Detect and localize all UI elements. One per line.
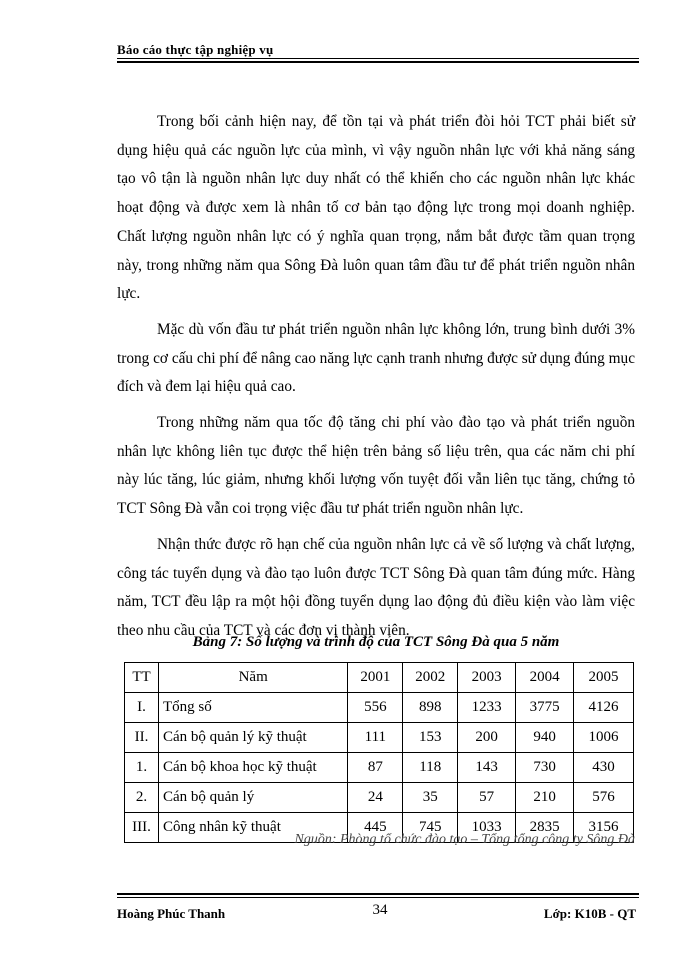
table-cell: 24 xyxy=(348,783,403,813)
table-cell: 940 xyxy=(516,723,574,753)
table-cell: 430 xyxy=(574,753,634,783)
table-cell: 87 xyxy=(348,753,403,783)
table-cell: 3156 xyxy=(574,813,634,843)
table-row xyxy=(125,693,634,723)
paragraph-3: Trong những năm qua tốc độ tăng chi phí vào đào tạo và phát triển nguồn nhân lực không liên tục được thể hiện trên bảng số liệu trên, qua các năm chi phí này lúc tăng, lúc giảm, nhưng khối lượng vốn tuyệt đối vẫn liên tục tăng, chứng tỏ TCT Sông Đà vẫn coi trọng việc đầu tư phát triển nguồn nhân lực. xyxy=(117,414,635,518)
table-caption: Bảng 7: Số lượng và trình độ của TCT Sông Đà qua 5 năm xyxy=(192,634,560,650)
table-source-note: Nguồn: Phòng tổ chức đào tạo – Tổng tổng công ty Sông Đà xyxy=(294,832,635,847)
table-cell: 143 xyxy=(458,753,516,783)
header-rule-thick xyxy=(117,61,639,63)
table-cell: Cán bộ quản lý kỹ thuật xyxy=(158,723,347,753)
table-row xyxy=(125,753,634,783)
header-cell-2004: 2004 xyxy=(516,663,574,693)
table-cell: 3775 xyxy=(516,693,574,723)
table-cell: Cán bộ quản lý xyxy=(158,783,347,813)
footer-rule xyxy=(117,897,639,898)
header-cell-2005: 2005 xyxy=(574,663,634,693)
table-row xyxy=(125,723,634,753)
page-header-title: Báo cáo thực tập nghiệp vụ xyxy=(117,42,274,57)
table-row xyxy=(125,783,634,813)
footer-rule-thick xyxy=(117,893,639,895)
table-cell: 1. xyxy=(125,753,159,783)
table-cell: 2. xyxy=(125,783,159,813)
header-cell-2003: 2003 xyxy=(458,663,516,693)
header-cell-2002: 2002 xyxy=(403,663,458,693)
table-cell: 556 xyxy=(348,693,403,723)
table-header-row xyxy=(125,663,634,693)
header-cell-tt: TT xyxy=(125,663,159,693)
table-cell: Cán bộ khoa học kỹ thuật xyxy=(158,753,347,783)
paragraph-4: Nhận thức được rõ hạn chế của nguồn nhân lực cả về số lượng và chất lượng, công tác tuyển dụng và đào tạo luôn được TCT Sông Đà quan tâm đúng mức. Hàng năm, TCT đều lập ra một hội đồng tuyển dụng lao động đủ điều kiện vào làm việc theo nhu cầu của TCT và các đơn vị thành viên. xyxy=(117,535,635,639)
header-cell-2001: 2001 xyxy=(348,663,403,693)
table-cell: 153 xyxy=(403,723,458,753)
table-cell: Tổng số xyxy=(158,693,347,723)
header-rule xyxy=(117,58,639,59)
paragraph-2: Mặc dù vốn đầu tư phát triển nguồn nhân lực không lớn, trung bình dưới 3% trong cơ cấu chi phí để nâng cao năng lực cạnh tranh nhưng được sử dụng đúng mục đích và đem lại hiệu quả cao. xyxy=(117,320,635,396)
table-cell: 210 xyxy=(516,783,574,813)
table-cell: 200 xyxy=(458,723,516,753)
table-cell: 2835 xyxy=(516,813,574,843)
table-cell: Công nhân kỹ thuật xyxy=(158,813,347,843)
table-cell: 57 xyxy=(458,783,516,813)
table-cell: 4126 xyxy=(574,693,634,723)
table-cell: 35 xyxy=(403,783,458,813)
paragraph-1: Trong bối cảnh hiện nay, để tồn tại và phát triển đòi hỏi TCT phải biết sử dụng hiệu quả các nguồn lực của mình, vì vậy nguồn nhân lực với khả năng sáng tạo vô tận là nguồn nhân lực duy nhất có thể khiến cho các nguồn nhân lực khác hoạt động và được xem là nhân tố cơ bản tạo động lực trong mọi doanh nghiệp. Chất lượng nguồn nhân lực có ý nghĩa quan trọng, nắm bắt được tầm quan trọng này, trong những năm qua Sông Đà luôn quan tâm đầu tư để phát triển nguồn nhân lực. xyxy=(117,113,635,303)
table-cell: 898 xyxy=(403,693,458,723)
table-cell: III. xyxy=(125,813,159,843)
page-number: 34 xyxy=(372,902,388,918)
table-cell: 1006 xyxy=(574,723,634,753)
table-cell: 576 xyxy=(574,783,634,813)
table-cell: 1033 xyxy=(458,813,516,843)
table-cell: II. xyxy=(125,723,159,753)
staff-table xyxy=(124,662,634,843)
header-cell-year: Năm xyxy=(158,663,347,693)
table-cell: 1233 xyxy=(458,693,516,723)
table-cell: 745 xyxy=(403,813,458,843)
table-cell: 111 xyxy=(348,723,403,753)
body-text xyxy=(117,108,635,653)
table-cell: 730 xyxy=(516,753,574,783)
footer-author: Hoàng Phúc Thanh xyxy=(117,906,226,921)
table-cell: 118 xyxy=(403,753,458,783)
footer-class: Lớp: K10B - QT xyxy=(543,906,636,921)
table-cell: I. xyxy=(125,693,159,723)
table-cell: 445 xyxy=(348,813,403,843)
